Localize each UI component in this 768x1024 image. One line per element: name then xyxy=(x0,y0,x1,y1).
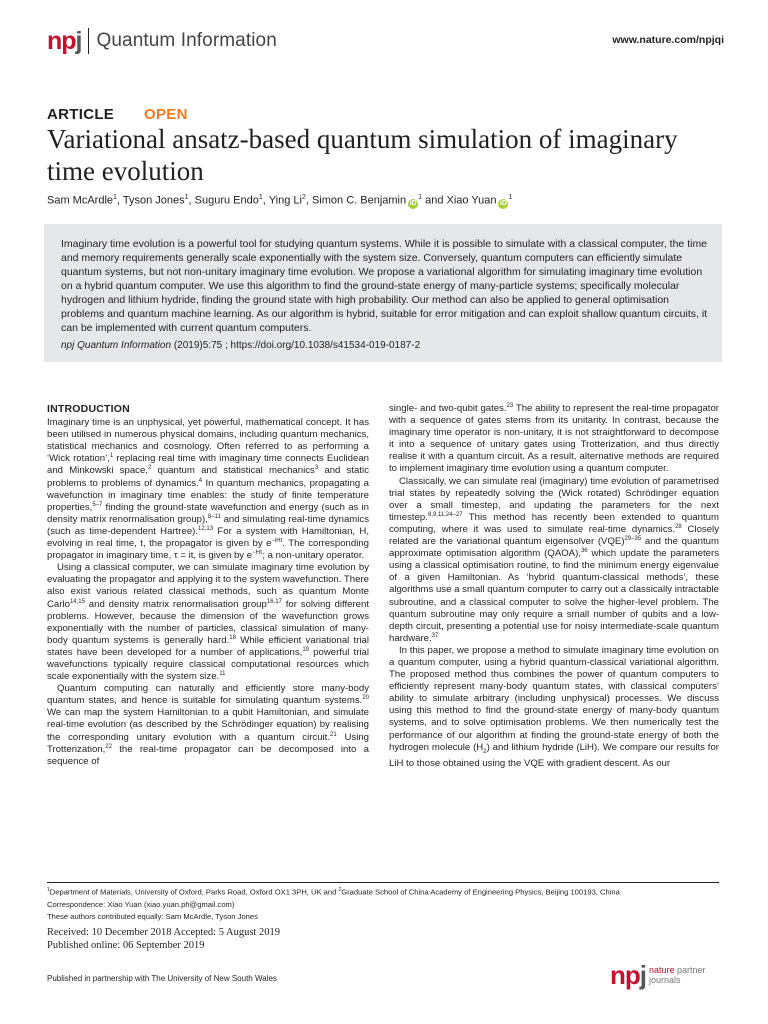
partnership-note: Published in partnership with The University of New South Wales xyxy=(47,974,277,983)
body-paragraph: single- and two-qubit gates.$^{23}$ The ability to represent the real-time propagator with a sequence of gates stems from its unitarity. In contrast, because the imaginary time operator is non-unitary, it is not straightforward to decompose it into a sequence of unitary gates using Trotterization, and thus directly realise it with a quantum circuit. As a result, alternative methods are required to implement imaginary time evolution using a quantum computer. xyxy=(389,402,720,475)
reference-citation[interactable]: 2 xyxy=(147,465,152,472)
citation-doi[interactable]: (2019)5:75 ; https://doi.org/10.1038/s41534-019-0187-2 xyxy=(171,340,421,351)
npj-partner-journals-logo[interactable] xyxy=(610,962,706,988)
reference-citation[interactable]: 28 xyxy=(675,523,682,530)
affiliation-marker: 1 xyxy=(258,194,263,201)
journal-name: Quantum Information xyxy=(96,30,277,51)
left-paragraphs xyxy=(47,417,369,768)
reference-citation[interactable]: 18 xyxy=(229,634,236,641)
body-paragraph: Quantum computing can naturally and efficiently store many-body quantum states, and hence is suitable for simulating quantum systems.$^{20}$ We can map the system Hamiltonian to a qubit Hamiltonian, and simulate real-time evolution (as described by the Schrödinger equation) by realising the corresponding unitary evolution with a quantum circuit.$^{21}$ Using Trotterization,$^{22}$ the real-time propagator can be decomposed into a sequence of xyxy=(47,683,369,767)
section-heading-introduction: INTRODUCTION xyxy=(47,403,130,415)
reference-citation[interactable]: 23 xyxy=(506,402,514,409)
affiliation-marker: 1 xyxy=(184,194,189,201)
journal-header xyxy=(47,26,277,56)
affiliations-footnote: $^1$Department of Materials, University of Oxford, Parks Road, Oxford OX1 3PH, UK and $^2$Graduate School of China Academy of Engineering Physics, Beijing 100193, China xyxy=(47,887,620,897)
affiliation-marker: 1 xyxy=(113,194,117,201)
reference-citation[interactable]: 19 xyxy=(302,646,310,653)
citation-line xyxy=(61,340,420,351)
author-name[interactable]: Sam McArdle xyxy=(47,194,114,207)
equal-contribution-footnote: These authors contributed equally: Sam McArdle, Tyson Jones xyxy=(47,911,258,921)
affiliation-marker: 1 xyxy=(418,194,423,201)
body-column-left xyxy=(47,403,369,768)
reference-citation[interactable]: −Hτ xyxy=(252,549,263,556)
correspondence-footnote[interactable]: Correspondence: Xiao Yuan (xiao.yuan.ph@gmail.com) xyxy=(47,899,235,909)
reference-citation[interactable]: 16,17 xyxy=(266,598,282,605)
reference-citation[interactable]: 36 xyxy=(580,547,588,554)
reference-citation[interactable]: 14,15 xyxy=(69,598,85,605)
body-column-right xyxy=(389,403,719,770)
abstract-text: Imaginary time evolution is a powerful tool for studying quantum systems. While it is possible to simulate with a classical computer, the time and memory requirements generally scale exponentially with the system size. Conversely, quantum computers can efficiently simulate quantum systems, but not non-unitary imaginary time evolution. We propose a variational algorithm for simulating imaginary time evolution on a hybrid quantum computer. We use this algorithm to find the ground-state energy of many-particle systems; specifically molecular hydrogen and lithium hydride, finding the ground state with high probability. Our method can also be applied to general optimisation problems and quantum machine learning. As our algorithm is hybrid, suitable for error mitigation and can exploit shallow quantum circuits, it can be implemented with current quantum computers. xyxy=(61,238,708,334)
right-paragraphs xyxy=(389,403,719,770)
received-accepted-date: Received: 10 December 2018 Accepted: 5 August 2019 xyxy=(47,927,280,938)
orcid-icon[interactable]: iD xyxy=(499,199,507,207)
reference-citation[interactable]: 12,13 xyxy=(198,525,214,532)
reference-citation[interactable]: 4 xyxy=(198,477,203,484)
article-dates xyxy=(47,926,280,952)
article-title: Variational ansatz-based quantum simulation of imaginary time evolution xyxy=(47,124,678,186)
reference-citation[interactable]: 21 xyxy=(330,731,337,738)
author-name[interactable]: Simon C. Benjamin xyxy=(311,194,407,207)
affiliation-marker: 1 xyxy=(508,194,513,201)
npj-footer-logo: npj xyxy=(610,960,646,990)
orcid-icon[interactable]: iD xyxy=(409,199,417,207)
author-name[interactable]: Xiao Yuan xyxy=(446,194,497,207)
reference-citation[interactable]: −iHt xyxy=(271,537,283,544)
reference-citation[interactable]: 5–7 xyxy=(92,501,103,508)
body-paragraph: Classically, we can simulate real (imaginary) time evolution of parametrised trial states by repeatedly solving the (Wick rotated) Schrödinger equation over a small timestep, and updating the parameters for the next timestep.$^{8,9,11,24-27}$ This method has recently been extended to quantum computing, where it was used to simulate real-time dynamics.$^{28}$ Closely related are the variational quantum eigensolver (VQE)$^{29-35}$ and the quantum approximate optimisation algorithm (QAOA),$^{36}$ which update the parameters using a classical optimisation routine, to find the minimum energy eigenvalue of a given Hamiltonian. As ‘hybrid quantum-classical methods’, these algorithms use a small quantum computer to carry out a classically intractable subroutine, and a classical computer to solve the higher-level problem. The quantum subroutine may only require a small number of qubits and a low-depth circuit, presenting a potential use for noisy intermediate-scale quantum hardware.$^{37}$ xyxy=(389,475,719,644)
author-name[interactable]: Ying Li xyxy=(268,194,302,207)
published-date: Published online: 06 September 2019 xyxy=(47,940,205,951)
affiliation-marker: 2 xyxy=(301,194,306,201)
reference-citation[interactable]: 8,9,11,24–27 xyxy=(427,511,463,518)
footnotes xyxy=(47,884,719,923)
body-paragraph: In this paper, we propose a method to simulate imaginary time evolution on a quantum computer, using a hybrid quantum-classical variational algorithm. The proposed method thus combines the power of quantum computers to efficiently represent many-body quantum states, with classical computers’ ability to simulate arbitrary (including unphysical) processes. We discuss using this method to find the ground-state energy of many-body quantum systems, and to solve optimisation problems. We then numerically test the performance of our algorithm at finding the ground-state energy of both the hydrogen molecule $(H_2)$ and lithium hydride (LiH). We compare our results for LiH to those obtained using the VQE with gradient descent. As our xyxy=(389,644,719,769)
author-name[interactable]: Suguru Endo xyxy=(194,194,259,207)
npj-logo[interactable]: npj xyxy=(47,26,82,55)
reference-citation[interactable]: 1 xyxy=(109,453,114,460)
subscript: 2 xyxy=(483,748,487,755)
citation-journal: npj Quantum Information xyxy=(61,340,172,351)
open-access-badge: OPEN xyxy=(144,106,188,123)
reference-citation[interactable]: 3 xyxy=(314,465,319,472)
reference-citation[interactable]: 22 xyxy=(105,743,112,750)
author-list: Sam McArdle$^1$, Tyson Jones$^1$, Suguru Endo$^1$, Ying Li$^2$, Simon C. Benjamin $iD^1$ and Xiao Yuan $iD^1$ xyxy=(47,194,513,207)
reference-citation[interactable]: 37 xyxy=(431,632,439,639)
nature-partner-journals-text: nature partner journals xyxy=(649,965,706,985)
reference-citation[interactable]: 11 xyxy=(219,670,226,677)
body-paragraph: Using a classical computer, we can simulate imaginary time evolution by evaluating the propagator and applying it to the system wavefunction. There also exist various related classical methods, such as quantum Monte Carlo$^{14,15}$ and density matrix renormalisation group$^{16,17}$ for solving different problems. However, because the dimension of the wavefunction grows exponentially with the number of particles, classical simulation of many-body quantum systems is generally hard.$^{18}$ While efficient variational trial states have been developed for a number of applications,$^{19}$ powerful trial wavefunctions typically require classical computational resources which scale exponentially with the system size.$^{11}$ xyxy=(47,562,369,683)
reference-citation[interactable]: 8–11 xyxy=(207,513,221,520)
header-divider xyxy=(88,28,89,54)
footnote-divider xyxy=(47,882,719,883)
reference-citation[interactable]: 29–35 xyxy=(624,535,642,542)
article-type-label: ARTICLE xyxy=(47,106,115,123)
author-name[interactable]: Tyson Jones xyxy=(122,194,185,207)
body-paragraph: Imaginary time is an unphysical, yet powerful, mathematical concept. It has been utilised in numerous physical domains, including quantum mechanics, statistical mechanics and cosmology. Often referred to as performing a ‘Wick rotation’,$^1$ replacing real time with imaginary time connects Euclidean and Minkowski space,$^2$ quantum and statistical mechanics$^3$ and static problems to problems of dynamics.$^4$ In quantum mechanics, propagating a wavefunction in imaginary time enables: the study of finite temperature properties,$^{5-7}$ finding the ground-state wavefunction and energy (such as in density matrix renormalisation group),$^{8-11}$ and simulating real-time dynamics (such as time-dependent Hartree).$^{12,13}$ For a system with Hamiltonian, H, evolving in real time, t, the propagator is given by $e^{-iHt}$. The corresponding propagator in imaginary time, τ = it, is given by $e^{-H\tau}$; a non-unitary operator. xyxy=(47,417,370,562)
reference-citation[interactable]: 20 xyxy=(362,695,369,702)
journal-url-link[interactable]: www.nature.com/npjqi xyxy=(612,34,724,46)
